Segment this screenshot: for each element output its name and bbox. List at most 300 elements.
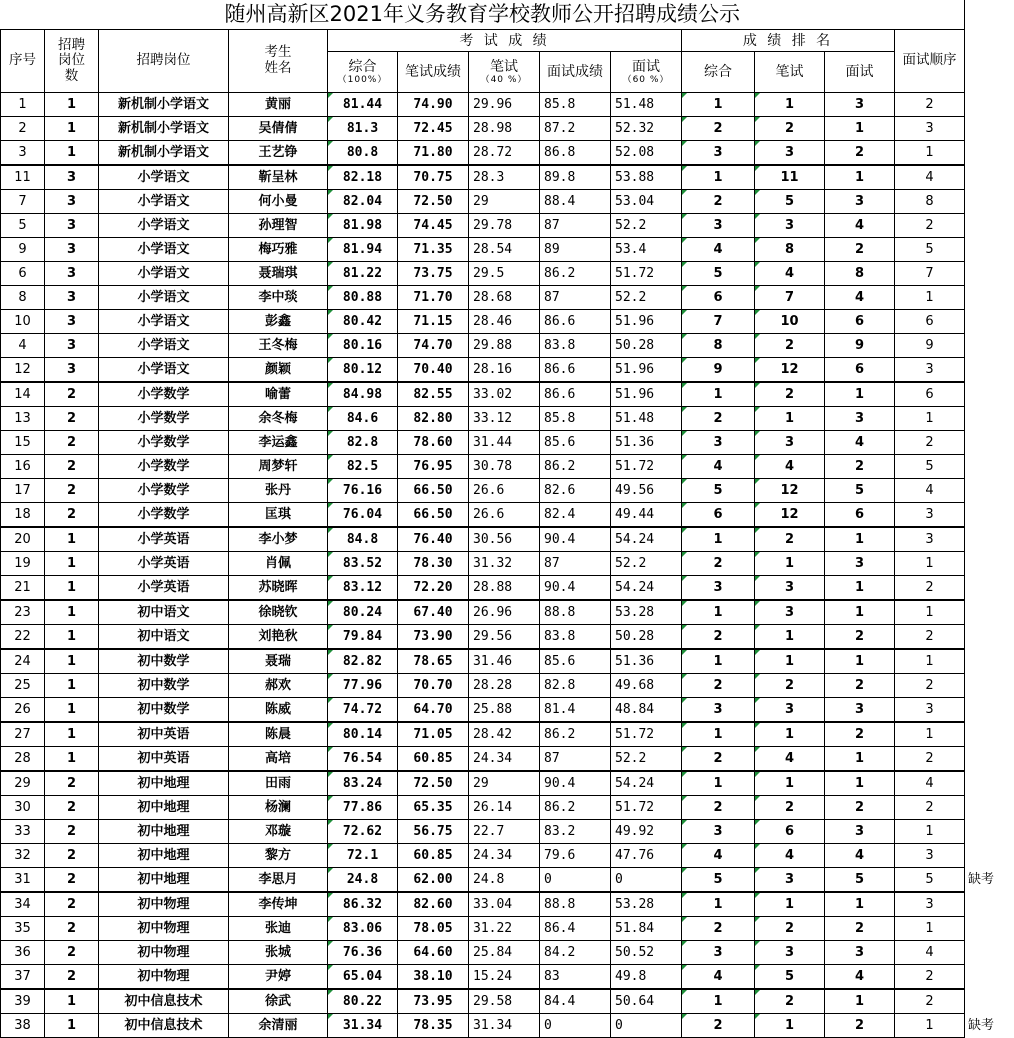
cell-rank-written: 1 (755, 722, 825, 747)
cell-written-40: 31.34 (469, 1014, 540, 1038)
cell-written-40: 28.72 (469, 141, 540, 166)
cell-rank-interview: 6 (825, 310, 895, 334)
cell-note (965, 844, 1005, 868)
cell-name: 徐武 (229, 989, 328, 1014)
cell-interview-score: 87 (540, 747, 611, 772)
cell-total: 82.18 (328, 165, 398, 190)
cell-positions-count: 3 (45, 165, 99, 190)
cell-written-score: 64.70 (398, 698, 469, 723)
cell-position: 新机制小学语文 (99, 141, 229, 166)
cell-note (965, 965, 1005, 990)
table-row (1, 503, 1005, 528)
cell-rank-written: 3 (755, 431, 825, 455)
table-row (1, 576, 1005, 601)
cell-written-score: 56.75 (398, 820, 469, 844)
cell-positions-count: 2 (45, 455, 99, 479)
cell-positions-count: 2 (45, 844, 99, 868)
table-row (1, 382, 1005, 407)
cell-interview-order: 8 (895, 190, 965, 214)
cell-name: 李传坤 (229, 892, 328, 917)
cell-name: 吴倩倩 (229, 117, 328, 141)
cell-interview-60: 50.64 (611, 989, 682, 1014)
cell-interview-60: 51.72 (611, 796, 682, 820)
cell-position: 初中地理 (99, 868, 229, 893)
header-interview-60: 面试 （60 %） (611, 52, 682, 93)
cell-interview-order: 2 (895, 965, 965, 990)
cell-name: 田雨 (229, 771, 328, 796)
cell-written-score: 67.40 (398, 600, 469, 625)
cell-name: 李思月 (229, 868, 328, 893)
table-row (1, 941, 1005, 965)
table-row (1, 286, 1005, 310)
cell-written-score: 64.60 (398, 941, 469, 965)
cell-interview-score: 83.2 (540, 820, 611, 844)
cell-rank-written: 7 (755, 286, 825, 310)
cell-name: 何小曼 (229, 190, 328, 214)
cell-rank-total: 4 (682, 455, 755, 479)
cell-seq: 12 (1, 358, 45, 383)
cell-rank-interview: 6 (825, 358, 895, 383)
cell-written-40: 33.02 (469, 382, 540, 407)
cell-name: 匡琪 (229, 503, 328, 528)
table-row (1, 479, 1005, 503)
cell-positions-count: 1 (45, 625, 99, 650)
cell-total: 76.36 (328, 941, 398, 965)
cell-name: 张丹 (229, 479, 328, 503)
cell-seq: 39 (1, 989, 45, 1014)
cell-seq: 34 (1, 892, 45, 917)
cell-note (965, 503, 1005, 528)
cell-name: 苏晓晖 (229, 576, 328, 601)
cell-positions-count: 2 (45, 941, 99, 965)
cell-position: 初中语文 (99, 600, 229, 625)
cell-interview-60: 54.24 (611, 576, 682, 601)
table-row (1, 965, 1005, 990)
cell-written-40: 29 (469, 190, 540, 214)
cell-written-40: 29.58 (469, 989, 540, 1014)
cell-written-40: 25.88 (469, 698, 540, 723)
cell-interview-60: 52.2 (611, 552, 682, 576)
cell-written-score: 73.95 (398, 989, 469, 1014)
cell-total: 82.82 (328, 649, 398, 674)
cell-interview-order: 7 (895, 262, 965, 286)
header-rank-interview: 面试 (825, 52, 895, 93)
cell-interview-60: 47.76 (611, 844, 682, 868)
cell-note: 缺考 (965, 868, 1005, 893)
cell-note (965, 190, 1005, 214)
cell-written-score: 66.50 (398, 479, 469, 503)
cell-written-score: 71.15 (398, 310, 469, 334)
cell-interview-60: 51.84 (611, 917, 682, 941)
cell-positions-count: 1 (45, 1014, 99, 1038)
cell-positions-count: 2 (45, 431, 99, 455)
cell-interview-order: 4 (895, 941, 965, 965)
cell-name: 李运鑫 (229, 431, 328, 455)
cell-rank-interview: 3 (825, 190, 895, 214)
cell-seq: 32 (1, 844, 45, 868)
cell-positions-count: 1 (45, 600, 99, 625)
cell-total: 80.22 (328, 989, 398, 1014)
cell-interview-60: 51.48 (611, 93, 682, 117)
table-row (1, 552, 1005, 576)
cell-positions-count: 2 (45, 892, 99, 917)
cell-positions-count: 1 (45, 674, 99, 698)
cell-interview-score: 86.2 (540, 455, 611, 479)
table-row (1, 698, 1005, 723)
cell-written-score: 71.35 (398, 238, 469, 262)
cell-rank-interview: 1 (825, 771, 895, 796)
cell-rank-total: 1 (682, 600, 755, 625)
table-row (1, 771, 1005, 796)
cell-rank-written: 12 (755, 358, 825, 383)
cell-positions-count: 1 (45, 576, 99, 601)
cell-rank-total: 8 (682, 334, 755, 358)
cell-rank-written: 2 (755, 674, 825, 698)
cell-note (965, 796, 1005, 820)
cell-rank-total: 1 (682, 892, 755, 917)
cell-written-score: 82.55 (398, 382, 469, 407)
cell-rank-interview: 1 (825, 989, 895, 1014)
cell-position: 小学英语 (99, 576, 229, 601)
cell-rank-interview: 3 (825, 93, 895, 117)
cell-interview-order: 2 (895, 796, 965, 820)
cell-note (965, 238, 1005, 262)
cell-total: 80.24 (328, 600, 398, 625)
table-row (1, 455, 1005, 479)
cell-written-score: 78.65 (398, 649, 469, 674)
cell-total: 24.8 (328, 868, 398, 893)
cell-seq: 11 (1, 165, 45, 190)
cell-rank-total: 2 (682, 407, 755, 431)
cell-interview-score: 88.8 (540, 600, 611, 625)
cell-rank-written: 2 (755, 796, 825, 820)
table-row (1, 214, 1005, 238)
cell-rank-interview: 6 (825, 503, 895, 528)
cell-seq: 8 (1, 286, 45, 310)
cell-rank-total: 2 (682, 674, 755, 698)
cell-rank-interview: 3 (825, 941, 895, 965)
cell-position: 初中地理 (99, 771, 229, 796)
cell-seq: 20 (1, 527, 45, 552)
cell-total: 81.3 (328, 117, 398, 141)
cell-interview-score: 87 (540, 286, 611, 310)
cell-rank-interview: 2 (825, 455, 895, 479)
cell-positions-count: 2 (45, 917, 99, 941)
cell-interview-60: 51.96 (611, 382, 682, 407)
cell-total: 76.54 (328, 747, 398, 772)
cell-positions-count: 1 (45, 117, 99, 141)
table-row (1, 600, 1005, 625)
table-row (1, 141, 1005, 166)
cell-note (965, 93, 1005, 117)
cell-seq: 5 (1, 214, 45, 238)
cell-interview-score: 86.2 (540, 796, 611, 820)
cell-written-40: 22.7 (469, 820, 540, 844)
cell-positions-count: 1 (45, 552, 99, 576)
cell-interview-order: 3 (895, 892, 965, 917)
table-row (1, 796, 1005, 820)
cell-interview-60: 53.04 (611, 190, 682, 214)
cell-rank-total: 3 (682, 576, 755, 601)
cell-written-40: 28.16 (469, 358, 540, 383)
cell-written-score: 62.00 (398, 868, 469, 893)
cell-rank-interview: 2 (825, 674, 895, 698)
cell-written-40: 31.44 (469, 431, 540, 455)
table-row (1, 989, 1005, 1014)
cell-written-score: 78.60 (398, 431, 469, 455)
cell-seq: 10 (1, 310, 45, 334)
cell-rank-written: 3 (755, 868, 825, 893)
cell-interview-score: 88.4 (540, 190, 611, 214)
cell-interview-score: 81.4 (540, 698, 611, 723)
cell-seq: 2 (1, 117, 45, 141)
cell-name: 高培 (229, 747, 328, 772)
table-row (1, 625, 1005, 650)
cell-written-score: 70.40 (398, 358, 469, 383)
table-row (1, 117, 1005, 141)
cell-written-40: 28.98 (469, 117, 540, 141)
cell-total: 74.72 (328, 698, 398, 723)
cell-interview-60: 51.72 (611, 455, 682, 479)
cell-positions-count: 2 (45, 479, 99, 503)
cell-note (965, 165, 1005, 190)
cell-rank-written: 5 (755, 965, 825, 990)
cell-position: 小学语文 (99, 262, 229, 286)
cell-position: 小学语文 (99, 334, 229, 358)
table-row (1, 747, 1005, 772)
cell-interview-order: 2 (895, 625, 965, 650)
cell-written-40: 28.46 (469, 310, 540, 334)
cell-seq: 21 (1, 576, 45, 601)
cell-rank-interview: 1 (825, 165, 895, 190)
cell-note (965, 358, 1005, 383)
cell-interview-score: 85.8 (540, 407, 611, 431)
cell-interview-score: 86.2 (540, 262, 611, 286)
cell-rank-written: 1 (755, 552, 825, 576)
cell-written-40: 30.56 (469, 527, 540, 552)
cell-interview-score: 86.6 (540, 358, 611, 383)
cell-total: 84.8 (328, 527, 398, 552)
cell-name: 余清丽 (229, 1014, 328, 1038)
cell-interview-60: 53.28 (611, 892, 682, 917)
cell-seq: 19 (1, 552, 45, 576)
cell-written-40: 28.88 (469, 576, 540, 601)
cell-seq: 3 (1, 141, 45, 166)
cell-name: 张城 (229, 941, 328, 965)
cell-written-40: 26.14 (469, 796, 540, 820)
cell-interview-score: 90.4 (540, 576, 611, 601)
cell-seq: 6 (1, 262, 45, 286)
cell-position: 小学语文 (99, 358, 229, 383)
cell-positions-count: 1 (45, 747, 99, 772)
cell-position: 初中语文 (99, 625, 229, 650)
cell-note (965, 649, 1005, 674)
cell-interview-score: 84.4 (540, 989, 611, 1014)
cell-interview-order: 1 (895, 917, 965, 941)
cell-interview-order: 4 (895, 165, 965, 190)
cell-interview-order: 2 (895, 989, 965, 1014)
cell-note (965, 214, 1005, 238)
table-row (1, 527, 1005, 552)
cell-note (965, 334, 1005, 358)
cell-rank-written: 1 (755, 649, 825, 674)
cell-position: 新机制小学语文 (99, 117, 229, 141)
cell-seq: 28 (1, 747, 45, 772)
cell-rank-written: 4 (755, 844, 825, 868)
cell-seq: 16 (1, 455, 45, 479)
cell-interview-order: 3 (895, 503, 965, 528)
cell-total: 81.98 (328, 214, 398, 238)
cell-interview-order: 1 (895, 407, 965, 431)
cell-written-score: 70.75 (398, 165, 469, 190)
cell-rank-written: 12 (755, 479, 825, 503)
cell-name: 刘艳秋 (229, 625, 328, 650)
cell-total: 80.12 (328, 358, 398, 383)
cell-positions-count: 1 (45, 698, 99, 723)
cell-note (965, 917, 1005, 941)
cell-seq: 4 (1, 334, 45, 358)
table-row (1, 334, 1005, 358)
cell-seq: 9 (1, 238, 45, 262)
cell-position: 小学英语 (99, 552, 229, 576)
cell-note (965, 552, 1005, 576)
cell-interview-order: 5 (895, 868, 965, 893)
cell-interview-60: 53.28 (611, 600, 682, 625)
cell-name: 梅巧雅 (229, 238, 328, 262)
cell-total: 81.22 (328, 262, 398, 286)
header-exam-group: 考 试 成 绩 (328, 30, 682, 52)
cell-rank-total: 3 (682, 431, 755, 455)
cell-interview-60: 52.2 (611, 286, 682, 310)
cell-rank-total: 1 (682, 93, 755, 117)
cell-position: 初中数学 (99, 649, 229, 674)
cell-written-40: 33.04 (469, 892, 540, 917)
cell-interview-score: 87 (540, 214, 611, 238)
cell-total: 86.32 (328, 892, 398, 917)
cell-positions-count: 2 (45, 796, 99, 820)
cell-interview-score: 83.8 (540, 334, 611, 358)
cell-total: 83.52 (328, 552, 398, 576)
cell-rank-total: 3 (682, 941, 755, 965)
cell-written-score: 70.70 (398, 674, 469, 698)
cell-interview-order: 1 (895, 286, 965, 310)
cell-rank-interview: 2 (825, 625, 895, 650)
cell-interview-60: 50.28 (611, 625, 682, 650)
cell-total: 72.62 (328, 820, 398, 844)
cell-note (965, 892, 1005, 917)
cell-rank-total: 1 (682, 989, 755, 1014)
cell-positions-count: 3 (45, 310, 99, 334)
cell-rank-total: 4 (682, 844, 755, 868)
table-row (1, 868, 1005, 893)
cell-positions-count: 3 (45, 358, 99, 383)
cell-seq: 33 (1, 820, 45, 844)
cell-total: 79.84 (328, 625, 398, 650)
cell-rank-total: 5 (682, 479, 755, 503)
cell-interview-score: 87.2 (540, 117, 611, 141)
cell-note (965, 455, 1005, 479)
cell-rank-written: 3 (755, 141, 825, 166)
table-row (1, 917, 1005, 941)
cell-note (965, 141, 1005, 166)
cell-positions-count: 3 (45, 238, 99, 262)
cell-positions-count: 1 (45, 989, 99, 1014)
cell-name: 李中琰 (229, 286, 328, 310)
cell-written-score: 38.10 (398, 965, 469, 990)
cell-rank-interview: 1 (825, 117, 895, 141)
cell-written-score: 82.80 (398, 407, 469, 431)
cell-seq: 13 (1, 407, 45, 431)
cell-written-40: 26.96 (469, 600, 540, 625)
cell-seq: 30 (1, 796, 45, 820)
cell-written-40: 31.46 (469, 649, 540, 674)
cell-interview-60: 51.36 (611, 431, 682, 455)
cell-rank-interview: 8 (825, 262, 895, 286)
cell-rank-interview: 2 (825, 796, 895, 820)
cell-rank-written: 3 (755, 576, 825, 601)
cell-written-40: 24.34 (469, 844, 540, 868)
cell-rank-written: 3 (755, 941, 825, 965)
cell-position: 小学数学 (99, 431, 229, 455)
cell-written-40: 29 (469, 771, 540, 796)
cell-written-score: 76.95 (398, 455, 469, 479)
cell-positions-count: 2 (45, 771, 99, 796)
cell-positions-count: 1 (45, 527, 99, 552)
cell-interview-score: 82.6 (540, 479, 611, 503)
cell-position: 小学语文 (99, 286, 229, 310)
cell-interview-order: 9 (895, 334, 965, 358)
header-positions-count: 招聘岗位数 (45, 30, 99, 93)
cell-interview-60: 0 (611, 868, 682, 893)
cell-seq: 22 (1, 625, 45, 650)
cell-total: 80.88 (328, 286, 398, 310)
cell-position: 初中信息技术 (99, 989, 229, 1014)
cell-rank-interview: 3 (825, 698, 895, 723)
cell-written-score: 72.45 (398, 117, 469, 141)
cell-note (965, 262, 1005, 286)
cell-rank-total: 3 (682, 698, 755, 723)
cell-total: 83.24 (328, 771, 398, 796)
cell-interview-score: 85.8 (540, 93, 611, 117)
cell-written-40: 28.54 (469, 238, 540, 262)
cell-rank-written: 1 (755, 771, 825, 796)
cell-total: 72.1 (328, 844, 398, 868)
cell-rank-written: 1 (755, 1014, 825, 1038)
cell-name: 尹婷 (229, 965, 328, 990)
cell-interview-60: 51.72 (611, 722, 682, 747)
cell-note (965, 407, 1005, 431)
cell-name: 聂瑞 (229, 649, 328, 674)
cell-note (965, 989, 1005, 1014)
cell-name: 王冬梅 (229, 334, 328, 358)
cell-interview-order: 2 (895, 747, 965, 772)
cell-written-score: 74.70 (398, 334, 469, 358)
cell-interview-60: 51.48 (611, 407, 682, 431)
cell-interview-60: 50.28 (611, 334, 682, 358)
cell-position: 初中物理 (99, 965, 229, 990)
cell-seq: 24 (1, 649, 45, 674)
cell-interview-order: 4 (895, 479, 965, 503)
cell-position: 小学语文 (99, 310, 229, 334)
cell-name: 喻蕾 (229, 382, 328, 407)
cell-name: 陈威 (229, 698, 328, 723)
cell-written-40: 24.34 (469, 747, 540, 772)
cell-total: 77.86 (328, 796, 398, 820)
header-position: 招聘岗位 (99, 30, 229, 93)
cell-seq: 17 (1, 479, 45, 503)
cell-interview-60: 51.72 (611, 262, 682, 286)
cell-rank-written: 4 (755, 262, 825, 286)
